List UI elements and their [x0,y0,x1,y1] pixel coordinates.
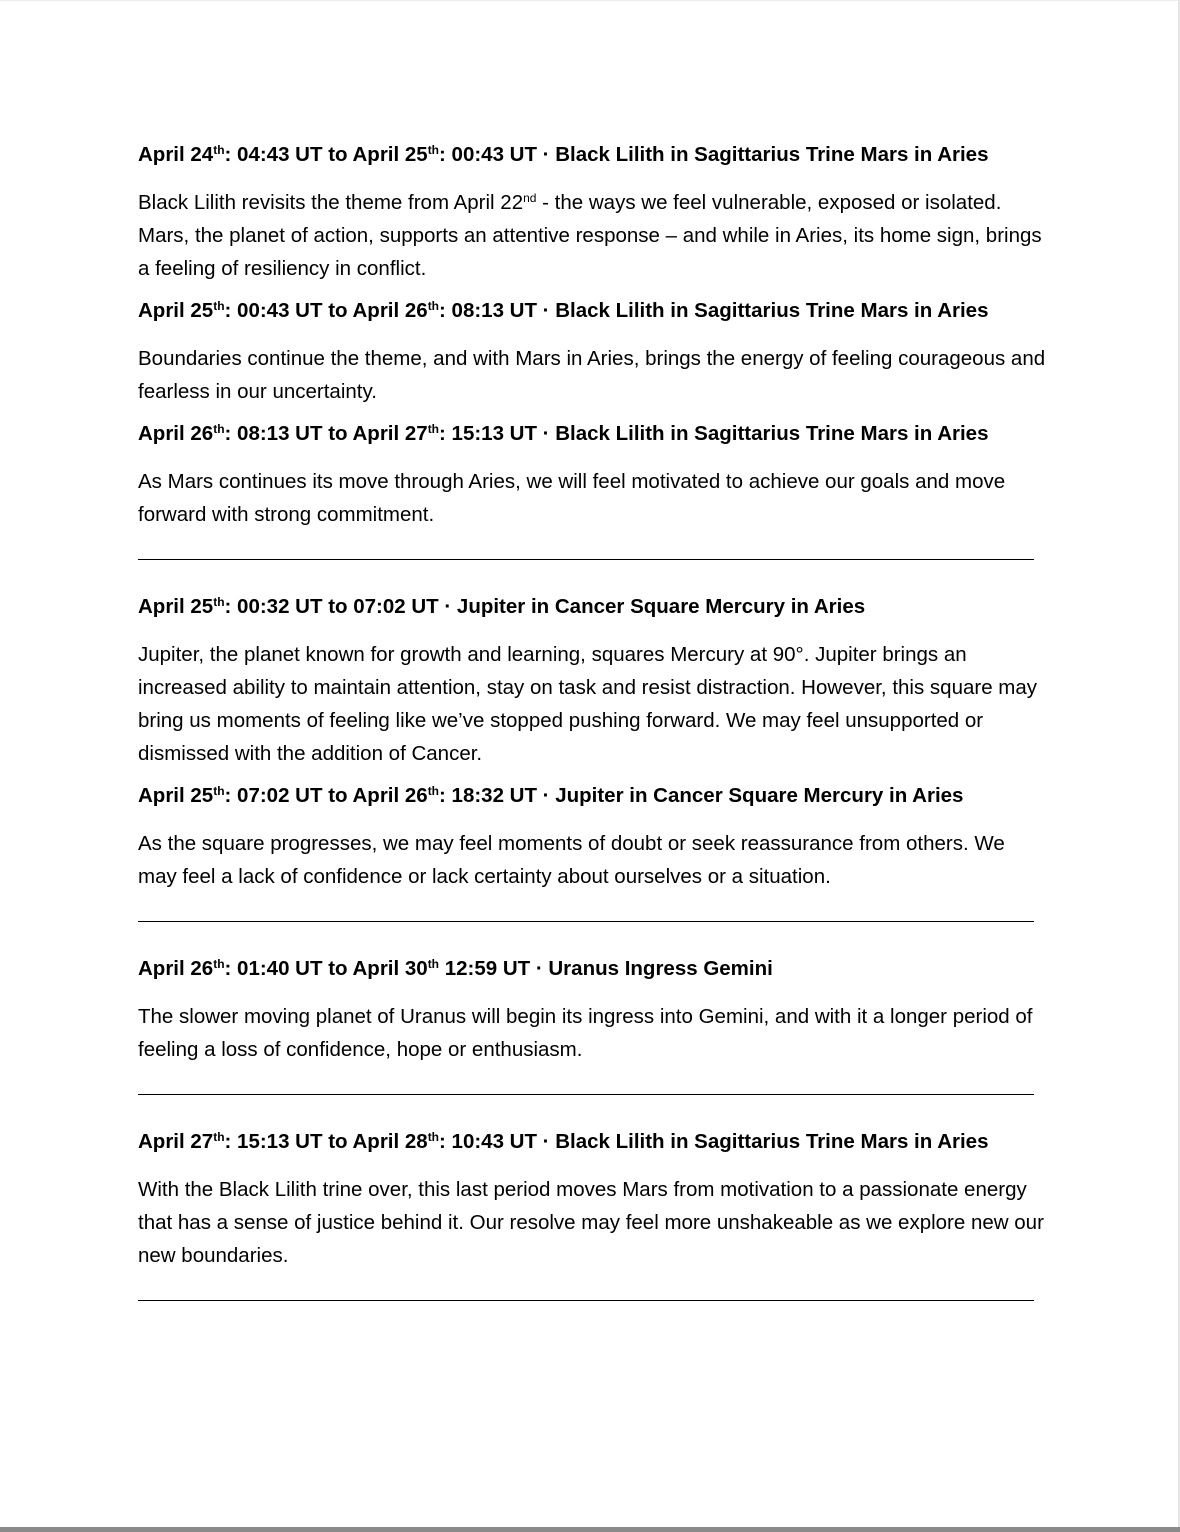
entry-heading: April 26th: 08:13 UT to April 27th: 15:13 UT · Black Lilith in Sagittarius Trine Mars in Aries [138,422,989,445]
document-content [138,141,1048,1334]
section-jupiter-square-mercury [138,593,1048,893]
entry-body: The slower moving planet of Uranus will begin its ingress into Gemini, and with it a longer period of feeling a loss of confidence, hope or enthusiasm. [138,1005,1033,1061]
entry-body: Black Lilith revisits the theme from April 22nd - the ways we feel vulnerable, exposed or isolated. Mars, the planet of action, supports an attentive response – and while in Aries, its home sign, brings a feeling of resiliency in conflict. [138,191,1042,280]
page-bottom-edge [0,1527,1180,1532]
entry-heading: April 25th: 00:43 UT to April 26th: 08:13 UT · Black Lilith in Sagittarius Trine Mars in Aries [138,299,989,322]
section-uranus-ingress-gemini [138,955,1048,1066]
section-divider [138,1078,1048,1118]
entry-heading: April 25th: 07:02 UT to April 26th: 18:32 UT · Jupiter in Cancer Square Mercury in Aries [138,784,964,807]
section-divider [138,543,1048,583]
entry-heading: April 25th: 00:32 UT to 07:02 UT · Jupiter in Cancer Square Mercury in Aries [138,595,866,618]
entry-body: With the Black Lilith trine over, this last period moves Mars from motivation to a passionate energy that has a sense of justice behind it. Our resolve may feel more unshakeable as we explore new our new boundaries. [138,1178,1044,1267]
section-black-lilith-trine-mars-final [138,1128,1048,1272]
entry-heading: April 27th: 15:13 UT to April 28th: 10:43 UT · Black Lilith in Sagittarius Trine Mars in Aries [138,1130,989,1153]
entry-body: As the square progresses, we may feel moments of doubt or seek reassurance from others. We may feel a lack of confidence or lack certainty about ourselves or a situation. [138,832,1005,888]
entry-body: Jupiter, the planet known for growth and learning, squares Mercury at 90°. Jupiter brings an increased ability to maintain attention, stay on task and resist distraction. However, this square may bring us moments of feeling like we’ve stopped pushing forward. We may feel unsupported or dismissed with the addition of Cancer. [138,643,1038,765]
section-divider [138,1284,1048,1324]
entry-heading: April 26th: 01:40 UT to April 30th 12:59 UT · Uranus Ingress Gemini [138,957,773,980]
section-divider [138,905,1048,945]
entry-body: As Mars continues its move through Aries, we will feel motivated to achieve our goals and move forward with strong commitment. [138,470,1006,526]
section-black-lilith-trine-mars [138,141,1048,531]
entry-heading: April 24th: 04:43 UT to April 25th: 00:43 UT · Black Lilith in Sagittarius Trine Mars in Aries [138,143,989,166]
entry-body: Boundaries continue the theme, and with Mars in Aries, brings the energy of feeling courageous and fearless in our uncertainty. [138,347,1046,403]
